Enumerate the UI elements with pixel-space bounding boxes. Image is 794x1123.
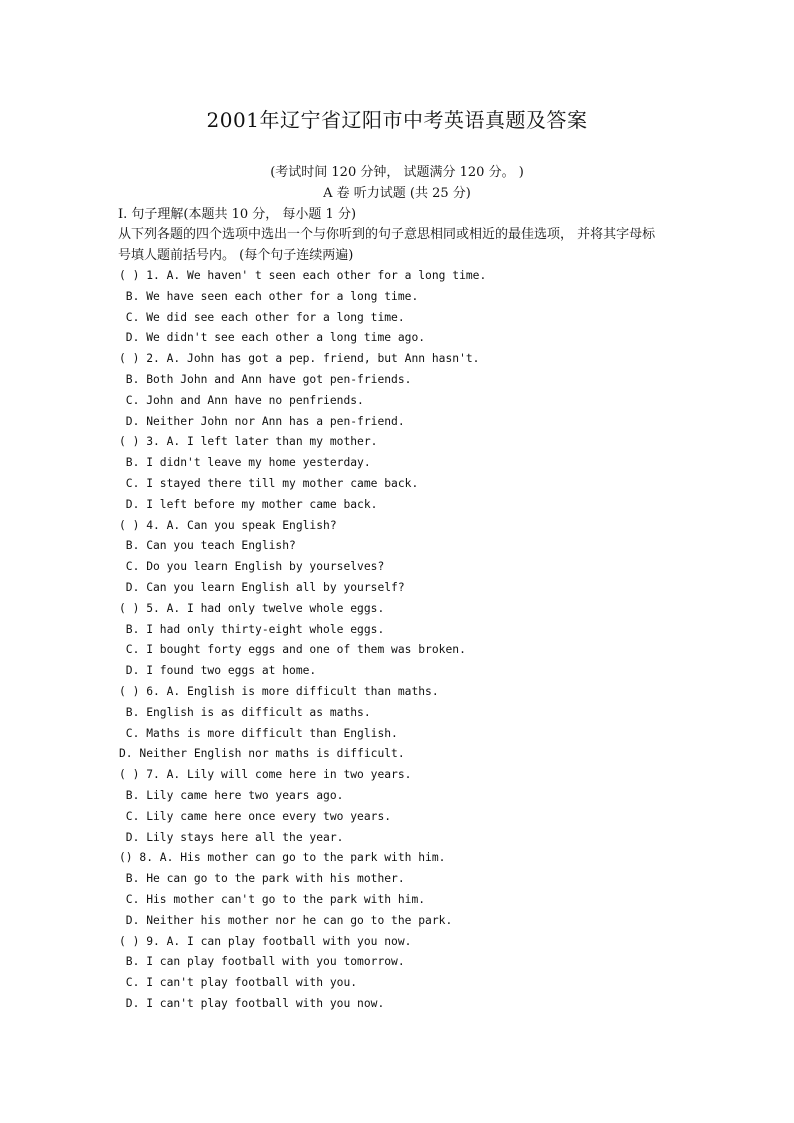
question-line: ( ) 4. A. Can you speak English? xyxy=(119,518,337,532)
question-line: B. I had only thirty-eight whole eggs. xyxy=(119,622,385,636)
question-line: C. Lily came here once every two years. xyxy=(119,809,392,823)
question-line: ( ) 1. A. We haven' t seen each other for a long time. xyxy=(119,269,487,282)
question-line: C. I stayed there till my mother came back. xyxy=(119,476,419,490)
question-line: ( ) 3. A. I left later than my mother. xyxy=(119,435,378,449)
question-line: () 8. A. His mother can go to the park with him. xyxy=(119,851,446,865)
exam-info: (考试时间 120 分钟， 试题满分 120 分。 ) xyxy=(270,165,524,180)
question-line: C. Do you learn English by yourselves? xyxy=(119,560,385,574)
question-line: D. I can't play football with you now. xyxy=(119,996,385,1010)
question-line: D. I found two eggs at home. xyxy=(119,664,317,678)
question-line: D. Neither English nor maths is difficult. xyxy=(119,747,405,761)
question-list xyxy=(119,266,679,1015)
question-line: ( ) 7. A. Lily will come here in two years. xyxy=(119,768,412,782)
question-line: C. Maths is more difficult than English. xyxy=(119,726,398,740)
question-line: B. He can go to the park with his mother. xyxy=(119,872,405,886)
question-line: ( ) 2. A. John has got a pep. friend, but Ann hasn't. xyxy=(119,352,480,366)
question-line: B. English is as difficult as maths. xyxy=(119,705,371,719)
question-line: C. We did see each other for a long time. xyxy=(119,310,405,324)
section-instructions: 从下列各题的四个选项中选出一个与你听到的句子意思相同或相近的最佳选项， 并将其字母标号填人题前括号内。 (每个句子连续两遍) xyxy=(118,227,656,263)
question-line: D. Neither John nor Ann has a pen-friend. xyxy=(119,414,405,428)
question-line: D. We didn't see each other a long time ago. xyxy=(119,331,426,345)
question-line: ( ) 6. A. English is more difficult than maths. xyxy=(119,684,439,698)
question-line: B. Both John and Ann have got pen-friends. xyxy=(119,372,412,386)
question-line: D. Can you learn English all by yourself? xyxy=(119,580,405,594)
document-title: 2001年辽宁省辽阳市中考英语真题及答案 xyxy=(206,108,588,132)
question-line: B. Lily came here two years ago. xyxy=(119,788,344,802)
question-line: B. I didn't leave my home yesterday. xyxy=(119,456,371,470)
question-line: B. We have seen each other for a long time. xyxy=(119,289,419,303)
question-line: B. I can play football with you tomorrow. xyxy=(119,955,405,969)
question-line: C. I can't play football with you. xyxy=(119,976,358,990)
question-line: B. Can you teach English? xyxy=(119,539,296,553)
question-line: C. John and Ann have no penfriends. xyxy=(119,393,364,407)
question-line: ( ) 5. A. I had only twelve whole eggs. xyxy=(119,601,385,615)
section-heading: I. 句子理解(本题共 10 分， 每小题 1 分) xyxy=(118,207,357,222)
question-line: C. I bought forty eggs and one of them was broken. xyxy=(119,643,466,657)
paper-a-heading: A 卷 听力试题 (共 25 分) xyxy=(323,186,471,201)
question-line: D. I left before my mother came back. xyxy=(119,497,378,511)
question-line: ( ) 9. A. I can play football with you now. xyxy=(119,934,412,948)
question-line: D. Neither his mother nor he can go to the park. xyxy=(119,913,453,927)
question-line: D. Lily stays here all the year. xyxy=(119,830,344,844)
question-line: C. His mother can't go to the park with him. xyxy=(119,892,426,906)
